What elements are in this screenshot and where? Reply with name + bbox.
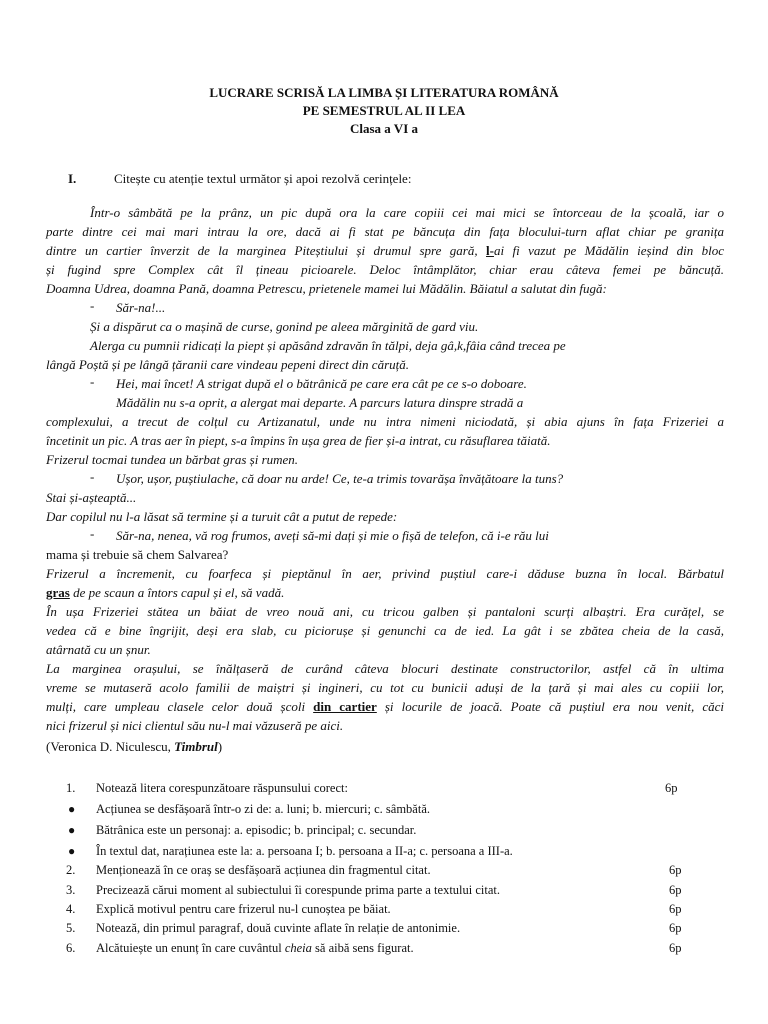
- text-line: Ușor, ușor, puștiulache, că doar nu arde! Ce, te-a trimis tovarășa învățătoare la tuns?: [116, 471, 564, 486]
- text-line: În ușa Frizeriei stătea un băiat de vreo nouă ani, cu tricou galben și pantaloni scurți albaștri. Era curățel, se: [46, 604, 724, 619]
- text-line: și fugind spre Complex cât îl țineau picioarele. Deloc întâmplător, chiar erau câteva femei pe băncuță.: [46, 262, 724, 277]
- question-number: 4.: [66, 902, 76, 916]
- text-line: Hei, mai încet! A strigat după el o bătrânică pe care era cât pe ce s-o doboare.: [116, 376, 527, 391]
- text-line: La marginea orașului, se înălțaseră de curând câteva blocuri destinate constructorilor, astfel că în ultima: [46, 661, 724, 676]
- question-text: Explică motivul pentru care frizerul nu-l cunoștea pe băiat.: [96, 902, 391, 916]
- question-subitem: Bătrânica este un personaj: a. episodic; b. principal; c. secundar.: [96, 823, 417, 837]
- question-text: Notează, din primul paragraf, două cuvinte aflate în relație de antonimie.: [96, 921, 461, 935]
- text-line: complexului, a trecut de colțul cu Artizanatul, unde nu intra nimeni niciodată, și abia ajuns în fața Frizeriei a: [46, 414, 724, 429]
- section-number: I.: [68, 171, 77, 186]
- text-line: Doamna Udrea, doamna Pană, doamna Petrescu, prietenele mamei lui Mădălin. Băiatul a salutat din fugă:: [46, 281, 607, 296]
- text-line: Mădălin nu s-a oprit, a alergat mai departe. A parcurs latura dinspre stradă a: [116, 395, 524, 410]
- text-line: vedea că e bine îngrijit, deși era slab, cu piciorușe și genunchi ca de ied. La gât i se zbătea cheia de la casă,: [46, 623, 724, 638]
- question-text: Menționează în ce oraș se desfășoară acțiunea din fragmentul citat.: [96, 863, 431, 877]
- text-line: Alerga cu pumnii ridicați la piept și apăsând zdravăn în tălpi, deja gâ,k,fâia când trecea pe: [90, 338, 566, 353]
- question-points: 6p: [669, 902, 682, 916]
- question-subitem: Acțiunea se desfășoară într-o zi de: a. luni; b. miercuri; c. sâmbătă.: [96, 802, 430, 816]
- text-line: vreme se mutaseră acolo familii de maiștri și ingineri, cu tot cu bunicii aduși de la țară și mai ales cu copiii lor,: [46, 680, 724, 695]
- question-number: 6.: [66, 941, 76, 955]
- dialogue-dash: -: [90, 374, 95, 389]
- text-line: dintre un cartier înverzit de la marginea Piteștiului și drumul spre gară, l-ai fi vazut pe Mădălin ieșind din bloc: [46, 243, 724, 258]
- text-line: încetinit un pic. A tras aer în piept, s-a împins în ușa grea de fier și-a intrat, cu răsuflarea tăiată.: [46, 433, 551, 448]
- text-source: (Veronica D. Niculescu, Timbrul): [46, 739, 223, 754]
- question-subitem: În textul dat, narațiunea este la: a. persoana I; b. persoana a II-a; c. persoana a III-a.: [96, 844, 513, 858]
- text-line: Săr-na!...: [116, 300, 166, 315]
- question-number: 1.: [66, 781, 76, 795]
- text-line: Dar copilul nu l-a lăsat să termine și a turuit cât a putut de repede:: [46, 509, 398, 524]
- question-points: 6p: [665, 781, 678, 795]
- question-points: 6p: [669, 921, 682, 935]
- section-instruction: Citește cu atenție textul următor și apoi rezolvă cerințele:: [114, 171, 412, 186]
- bullet-icon: ●: [68, 823, 76, 837]
- text-line: parte dintre cei mai mari intrau la ore, dacă ai fi stat pe băncuța din fața blocului-turn aflat chiar pe granița: [46, 224, 724, 239]
- text-line: mulți, care umpleau clasele celor două școli din cartier și locurile de joacă. Poate că puștiul era nou venit, căci: [46, 699, 724, 714]
- dialogue-dash: -: [90, 298, 95, 313]
- question-points: 6p: [669, 941, 682, 955]
- title-line-2: PE SEMESTRUL AL II LEA: [302, 103, 466, 118]
- text-line: Frizerul tocmai tundea un bărbat gras și rumen.: [46, 452, 299, 467]
- dialogue-dash: -: [90, 526, 95, 541]
- question-number: 3.: [66, 883, 76, 897]
- text-line: mama și trebuie să chem Salvarea?: [46, 547, 229, 562]
- text-line: Frizerul a încremenit, cu foarfeca și pieptănul în aer, privind puștiul care-i dăduse buzna în local. Bărbatul: [46, 566, 724, 581]
- text-line: atârnată cu un șnur.: [46, 642, 151, 657]
- bullet-icon: ●: [68, 844, 76, 858]
- bullet-icon: ●: [68, 802, 76, 816]
- text-line: gras de pe scaun a întors capul și el, să vadă.: [46, 585, 285, 600]
- text-line: lângă Poștă și pe lângă țăranii care vindeau pepeni direct din căruță.: [46, 357, 409, 372]
- question-text: Notează litera corespunzătoare răspunsului corect:: [96, 781, 348, 795]
- question-number: 5.: [66, 921, 76, 935]
- dialogue-dash: -: [90, 469, 95, 484]
- title-line-3: Clasa a VI a: [349, 121, 419, 136]
- question-number: 2.: [66, 863, 76, 877]
- text-line: Și a dispărut ca o mașină de curse, gonind pe aleea mărginită de gard viu.: [90, 319, 479, 334]
- question-text: Precizează cărui moment al subiectului îi corespunde prima parte a textului citat.: [96, 883, 501, 897]
- text-line: Săr-na, nenea, vă rog frumos, aveți să-mi dați și mie o fișă de telefon, că i-e rău lui: [116, 528, 549, 543]
- text-line: nici frizerul și nici clientul său nu-l mai văzuseră pe aici.: [46, 718, 344, 733]
- text-line: Într-o sâmbătă pe la prânz, un pic după ora la care copiii cei mai mici se întorceau de la școală, iar o: [90, 205, 724, 220]
- question-points: 6p: [669, 863, 682, 877]
- question-points: 6p: [669, 883, 682, 897]
- title-line-1: LUCRARE SCRISĂ LA LIMBA ȘI LITERATURA ROMÂNĂ: [209, 85, 559, 100]
- question-text: Alcătuiește un enunț în care cuvântul cheia să aibă sens figurat.: [96, 941, 414, 955]
- text-line: Stai și-așteaptă...: [46, 490, 137, 505]
